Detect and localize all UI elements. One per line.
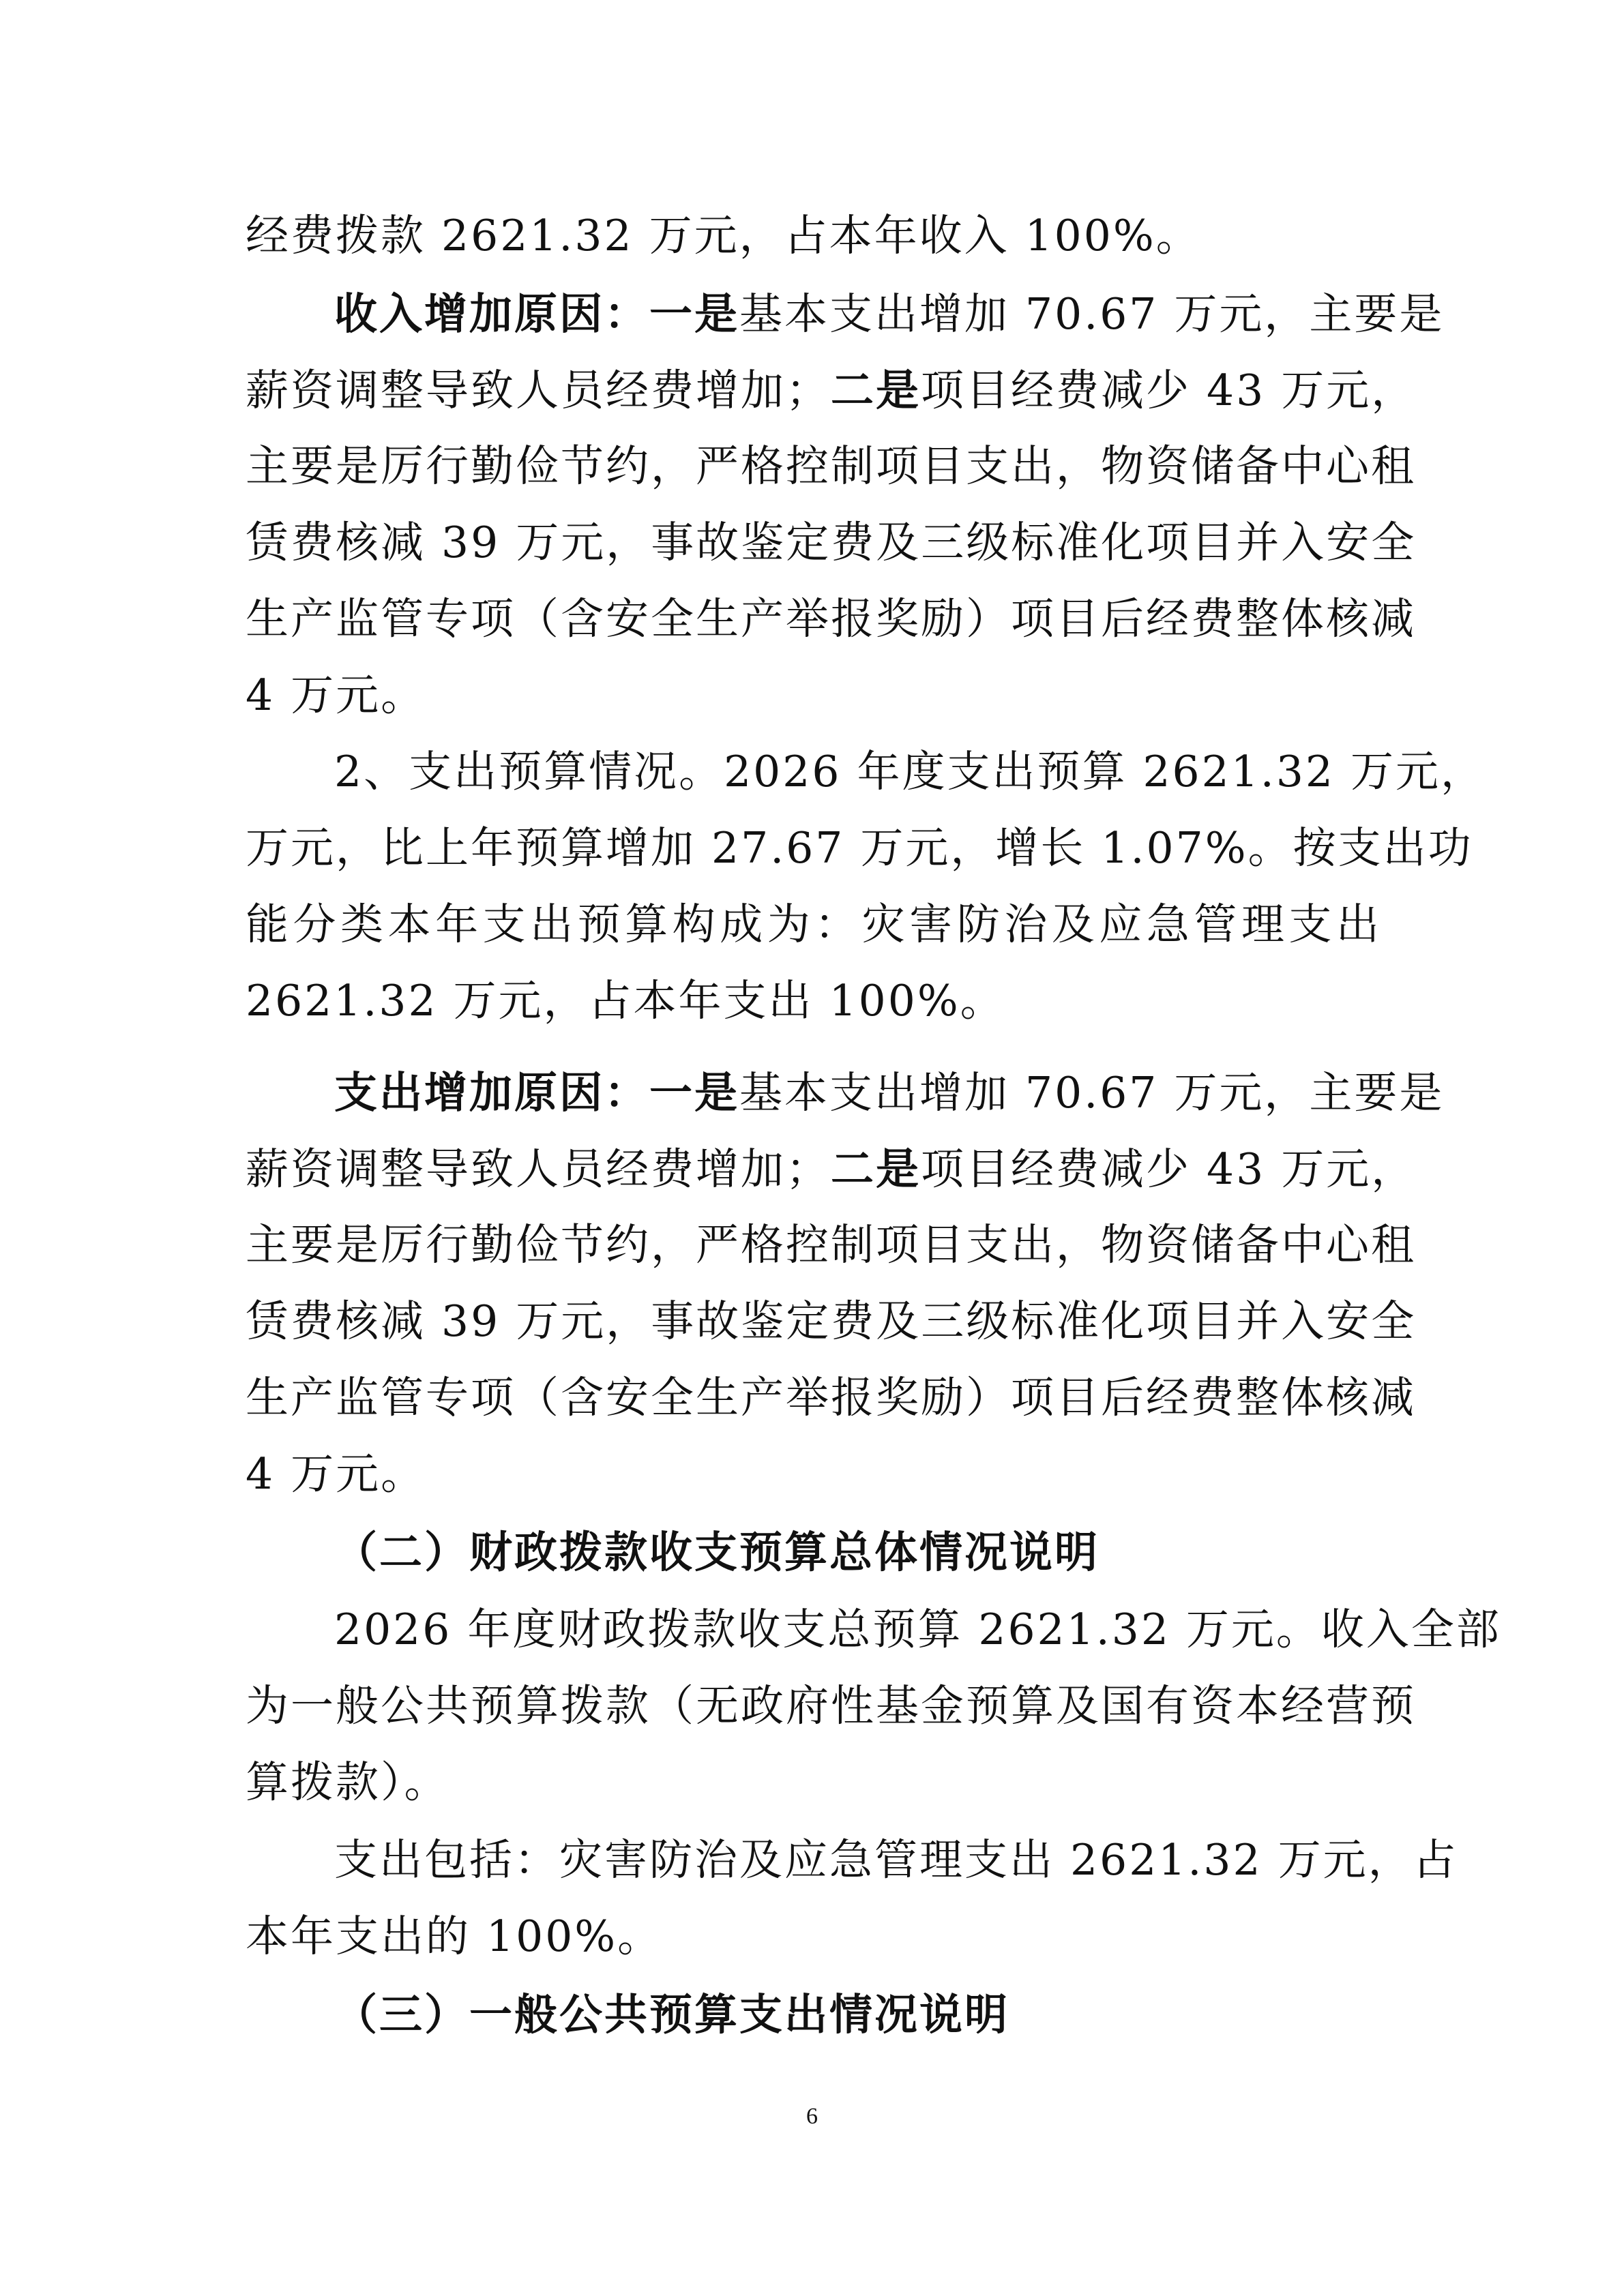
text-segment: 经费拨款 2621.32 万元，占本年收入 100%。 — [246, 211, 1201, 260]
text-segment: 项目经费减少 43 万元， — [921, 1144, 1417, 1194]
text-segment: 生产监管专项（含安全生产举报奖励）项目后经费整体核减 — [246, 1373, 1416, 1422]
text-segment: 二是 — [831, 365, 921, 415]
text-segment: 2621.32 万元，占本年支出 100%。 — [246, 976, 1005, 1026]
paragraph-line — [334, 734, 1486, 810]
text-segment: 主要是厉行勤俭节约，严格控制项目支出，物资储备中心租 — [246, 441, 1416, 491]
paragraph-line — [246, 1898, 1381, 1975]
text-segment: 2026 年度财政拨款收支总预算 2621.32 万元。收入全部 — [334, 1605, 1501, 1654]
text-segment: 薪资调整导致人员经费增加； — [246, 366, 831, 415]
text-segment: 基本支出增加 70.67 万元，主要是 — [739, 1068, 1445, 1118]
text-segment: 支出增加原因： — [334, 1067, 649, 1118]
paragraph-line — [246, 1360, 1416, 1436]
heading-text: （二）财政拨款收支预算总体情况说明 — [334, 1527, 1099, 1577]
paragraph-line — [246, 1668, 1416, 1744]
text-segment: 支出包括：灾害防治及应急管理支出 2621.32 万元，占 — [334, 1835, 1458, 1885]
paragraph-line — [246, 1207, 1416, 1283]
text-segment: 二是 — [831, 1144, 921, 1194]
paragraph-line — [246, 1744, 1381, 1821]
paragraph-line — [246, 1283, 1417, 1360]
text-segment: 为一般公共预算拨款（无政府性基金预算及国有资本经营预 — [246, 1681, 1416, 1731]
paragraph-line — [246, 1131, 1417, 1207]
section-heading — [334, 1976, 1381, 2053]
paragraph-line — [246, 810, 1473, 886]
text-segment: 赁费核减 39 万元，事故鉴定费及三级标准化项目并入安全 — [246, 1296, 1417, 1346]
paragraph-line — [246, 198, 1381, 274]
paragraph-line — [334, 1054, 1445, 1131]
text-segment: 项目经费减少 43 万元， — [921, 366, 1417, 415]
paragraph-line — [334, 1592, 1501, 1668]
paragraph-line — [246, 963, 1381, 1039]
page-number: 6 — [806, 2104, 818, 2129]
text-segment: 算拨款）。 — [246, 1757, 449, 1807]
paragraph-line — [246, 428, 1416, 505]
paragraph-line — [246, 657, 1381, 734]
paragraph-line — [246, 581, 1416, 657]
text-segment: 基本支出增加 70.67 万元，主要是 — [739, 289, 1445, 339]
paragraph-line — [334, 275, 1445, 352]
text-segment: 万元，比上年预算增加 27.67 万元，增长 1.07%。按支出功 — [246, 823, 1473, 873]
text-segment: 薪资调整导致人员经费增加； — [246, 1144, 831, 1194]
paragraph-line — [246, 886, 1381, 963]
text-segment: 4 万元。 — [246, 670, 426, 720]
section-heading — [334, 1514, 1381, 1590]
text-segment: 主要是厉行勤俭节约，严格控制项目支出，物资储备中心租 — [246, 1220, 1416, 1270]
text-segment: 生产监管专项（含安全生产举报奖励）项目后经费整体核减 — [246, 594, 1416, 644]
text-segment: 赁费核减 39 万元，事故鉴定费及三级标准化项目并入安全 — [246, 518, 1417, 567]
text-segment: 一是 — [649, 288, 739, 339]
text-segment: 2、支出预算情况。2026 年度支出预算 2621.32 万元， — [334, 747, 1486, 796]
text-segment: 4 万元。 — [246, 1449, 426, 1499]
text-segment: 能分类本年支出预算构成为：灾害防治及应急管理支出 — [246, 899, 1381, 949]
text-segment: 本年支出的 100%。 — [246, 1911, 663, 1961]
paragraph-line — [334, 1822, 1458, 1898]
text-segment: 收入增加原因： — [334, 288, 649, 339]
paragraph-line — [246, 1436, 1381, 1512]
paragraph-line — [246, 352, 1417, 428]
heading-text: （三）一般公共预算支出情况说明 — [334, 1989, 1009, 2040]
paragraph-line — [246, 505, 1417, 581]
text-segment: 一是 — [649, 1067, 739, 1118]
